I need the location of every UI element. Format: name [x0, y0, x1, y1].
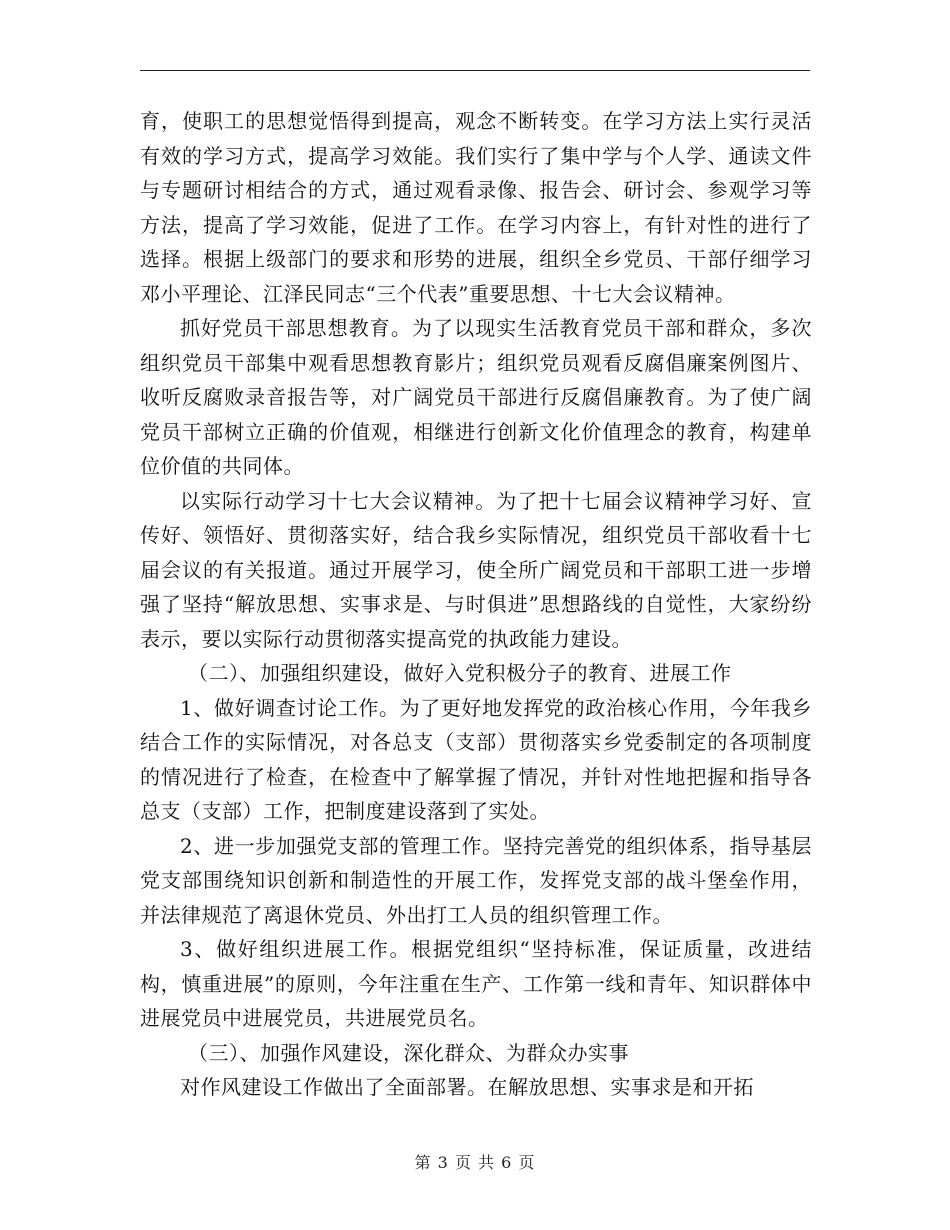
- paragraph-style-building: 对作风建设工作做出了全面部署。在解放思想、实事求是和开拓: [180, 1075, 754, 1099]
- paragraph-congress-study: 以实际行动学习十七大会议精神。为了把十七届会议精神学习好、宣传好、领悟好、贯彻落实好，结合我乡实际情况，组织党员干部收看十七届会议的有关报道。通过开展学习，使全所广阔党员和干部职工进一步增强了坚持“解放思想、实事求是、与时俱进”思想路线的自觉性，大家纷纷表示，要以实际行动贯彻落实提高党的执政能力建设。: [140, 488, 812, 651]
- paragraph-item-2: 2、进一步加强党支部的管理工作。坚持完善党的组织体系，指导基层党支部围绕知识创新和制造性的开展工作，发挥党支部的战斗堡垒作用，并法律规范了离退休党员、外出打工人员的组织管理工作。: [140, 833, 812, 927]
- paragraph-item-1: 1、做好调查讨论工作。为了更好地发挥党的政治核心作用，今年我乡结合工作的实际情况，对各总支（支部）贯彻落实乡党委制定的各项制度的情况进行了检查，在检查中了解掌握了情况，并针对性地把握和指导各总支（支部）工作，把制度建设落到了实处。: [140, 695, 812, 823]
- section-heading-3: （三）、加强作风建设，深化群众、为群众办实事: [188, 1040, 629, 1065]
- header-rule: [140, 70, 810, 71]
- paragraph-cadre-education: 抓好党员干部思想教育。为了以现实生活教育党员干部和群众，多次组织党员干部集中观看思想教育影片；组织党员观看反腐倡廉案例图片、收听反腐败录音报告等，对广阔党员干部进行反腐倡廉教育。为了使广阔党员干部树立正确的价值观，相继进行创新文化价值理念的教育，构建单位价值的共同体。: [140, 316, 812, 478]
- section-heading-2: （二）、加强组织建设，做好入党积极分子的教育、进展工作: [188, 661, 732, 685]
- page-number-footer: 第 3 页 共 6 页: [414, 1153, 536, 1172]
- paragraph-item-3: 3、做好组织进展工作。根据党组织“坚持标准，保证质量，改进结构，慎重进展”的原则，今年注重在生产、工作第一线和青年、知识群体中进展党员中进展党员，共进展党员名。: [140, 937, 812, 1030]
- paragraph-continued: 育，使职工的思想觉悟得到提高，观念不断转变。在学习方法上实行灵活有效的学习方式，提高学习效能。我们实行了集中学与个人学、通读文件与专题研讨相结合的方式，通过观看录像、报告会、研讨会、参观学习等方法，提高了学习效能，促进了工作。在学习内容上，有针对性的进行了选择。根据上级部门的要求和形势的进展，组织全乡党员、干部仔细学习邓小平理论、江泽民同志“三个代表”重要思想、十七大会议精神。: [140, 109, 812, 306]
- body-text: [140, 104, 812, 1105]
